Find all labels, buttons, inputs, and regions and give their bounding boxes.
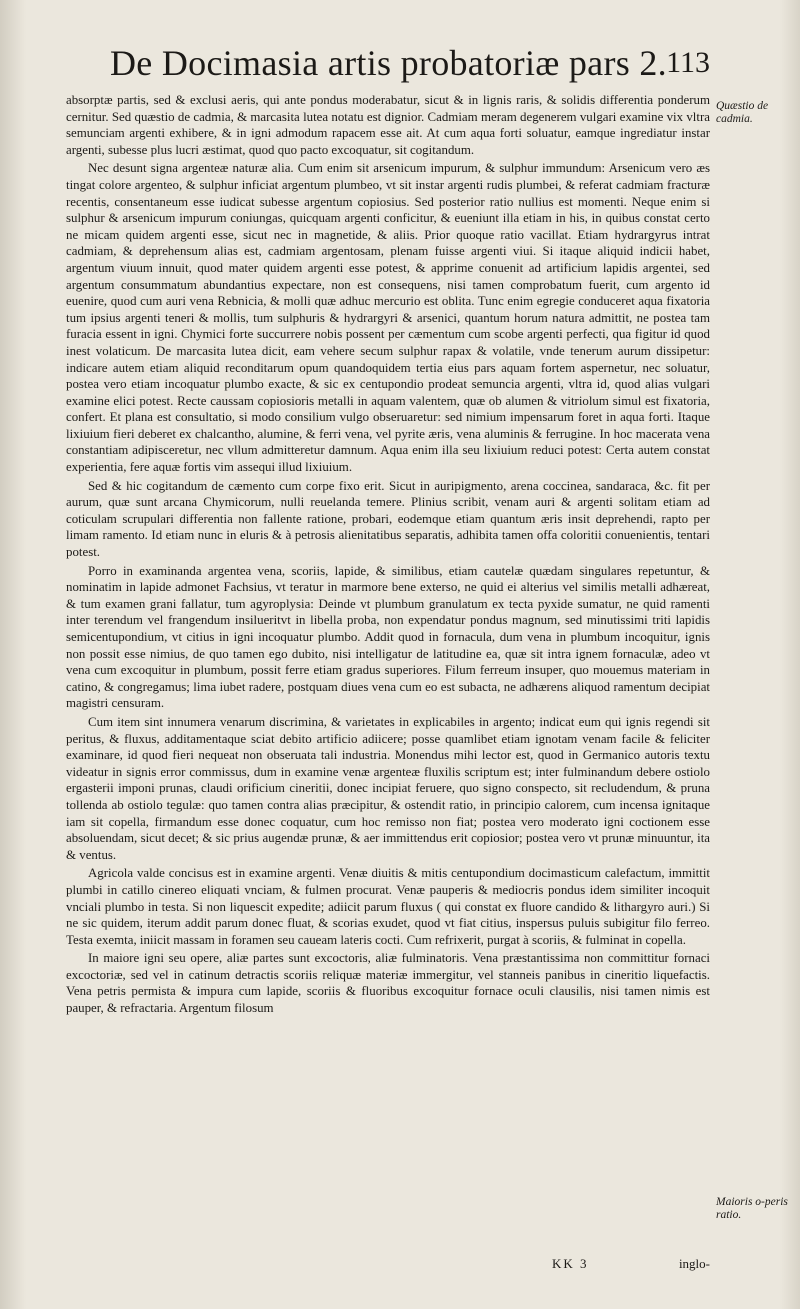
running-title: De Docimasia artis probatoriæ pars 2. xyxy=(110,43,667,83)
paragraph-examinanda-vena: Porro in examinanda argentea vena, scoriis, lapide, & similibus, etiam cautelæ quædam singulares repetuntur, & nominatim in lapide admonet Fachsius, vt teratur in marmore bene exterso, ne quid ei alterius vel similis metalli adhæreat, & tum examen grani fallatur, tum agyroplysia: Deinde vt plumbum granulatum ex tecta pyxide sumatur, ne quid ramenti inter terendum vel frangendum insilueritvt in libella proba, non expendatur pondus magnum, sed minutissimi triti lapidis semicentupondium, vt citius in igni incoquatur plumbo. Addit quod in fornacula, dum vena in plumbum incoquitur, ignis non possit esse nimius, de quo tamen ego dubito, nisi intelligatur de latitudine ea, quæ sit intra ignem fornaculæ, adeo vt vena cum excoquitur in plumbum, possit ferre etiam gradus superiores. Filum ferreum insuper, quo mouemus materiam in catino, & congregamus; lima iubet radere, postquam diues vena cum eo est subacta, ne adhærens aliquod ramentum decipiat magistri censuram. xyxy=(66,563,710,711)
page-number: 113 xyxy=(666,46,710,79)
paragraph-maiore-igni: In maiore igni seu opere, aliæ partes sunt excoctoris, aliæ fulminatoris. Vena præstantissima non committitur fornaci excoctoriæ, sed vel in catinum detractis scoriis reliquæ materiæ immergitur, vel stanneis panibus in cineritio liquefactis. Vena petris permista & impura cum lapide, scoriis & fluoribus excoquitur fornace oculi clausilis, nisi tamen nimis est pauper, & refractaria. Argentum filosum xyxy=(66,951,710,1016)
page-header xyxy=(110,42,710,92)
catchword: inglo- xyxy=(678,1256,710,1271)
paragraph-signa-argenteae: Nec desunt signa argenteæ naturæ alia. Cum enim sit arsenicum impurum, & sulphur immundum: Arsenicum vero æs tingat colore argenteo, & sulphur inficiat argentum plumbeo, vt sit instar argenti rudis plumbei, & referat cadmiam fracturæ recentis, consentaneum esse iudicat subesse argentum copiosius. Sed posterior ratio nullius est momenti. Neque enim si sulphur & arsenicum impurum coniungas, quicquam argenti conficitur, & eueniunt illa etiam in his, in quibus constat certo ne micam quidem argenti esse, sicut nec in magnetide, & aliis. Prior quoque ratio vacillat. Etiam hydrargyrus intrat cadmiam, & deprehensum alias est, cadmiam argentosam, plenam fuisse argenti viui. Si itaque aliquid indicii habet, argentum viuum innuit, quod mater quidem argenti esse potest, & apprime conuenit ad artificium lapidis argentei, sed argentum consummatum abundantius expectare, non est consequens, nisi tamen comprobatum fuerit, cum argento id euenire, quod cum auri vena Rebnicia, & molli quæ adhuc mercurio est oblita. Tunc enim egregie conduceret aqua fixatoria tum ipsius argenti teneri & mollis, tum sulphuris & hydrargyri & arsenici, quantum horum natura admittit, ne postea tam furacia essent in igni. Chymici forte succurrere nobis possent per cæmentum cum scobe argenti perfecti, qua figitur id quod inest volaticum. De marcasita lutea dicit, eam vehere secum sulphur rapax & volatile, vnde tenerum aurum dissipetur: indicare autem etiam aliquid reconditarum opum quandoquidem tertia eius pars aquam fortem aspernetur, nec soluatur, postea vero etiam incoquatur plumbo exacte, & sic ex centupondio prodeat semuncia argenti, vltra id, quod alias vulgari examine elici potest. Recte caussam copiosioris metalli in aquam valentem, quæ ob alumen & vitriolum simul est fixatoria, confert. Et plana est consultatio, si modo consilium vulgo obseruaretur: sed nimium impensarum foret in aqua forti. Itaque lixiuium fieri deberet ex chalcantho, alumine, & ferri vena, vel pyrite æris, vena aluminis & ferrugine. In hoc macerata vena constantiam adipisceretur, nec vllum admitteretur damnum. Aqua enim illa seu lixiuium reduci potest: Certa autem constat experientia, fere aquæ fortis vim assequi illud lixiuium. xyxy=(66,161,710,475)
paragraph-continuation: absorptæ partis, sed & exclusi aeris, qui ante pondus moderabatur, sicut & in lignis raris, & solidis differentia ponderum cernitur. Sed quæstio de cadmia, & marcasita lutea notatu est dignior. Cadmiam meram degenerem vulgari examine vix vltra semunciam argenti exhibere, & in igni admodum rapacem esse ait. At cum aqua forti soluatur, eamque ingrediatur instar argenti, subesse plus lucri æstimat, quod quo pacto excoquatur, sit cogitandum. xyxy=(66,93,710,157)
signature-mark: KK 3 xyxy=(552,1256,589,1271)
paragraph-caemento: Sed & hic cogitandum de cæmento cum corpe fixo erit. Sicut in auripigmento, arena coccinea, sandaraca, &c. fit per aurum, quæ sunt arcana Chymicorum, nulli reuelanda temere. Plinius scribit, venam auri & argenti solitam etiam ad coticulam scrupulari differentia non fallente ratione, probari, eodemque etiam quantum æris insit deprehendi, rapto per limam ramento. Id etiam nunc in eluris & à petrosis alienitatibus separatis, adhibita tamen offa coloritii conuenientis, tentari potest. xyxy=(66,478,710,560)
paragraph-agricola: Agricola valde concisus est in examine argenti. Venæ diuitis & mitis centupondium docimasticum calefactum, immittit plumbi in catillo cinereo eliquati vnciam, & fulmen procurat. Venæ pauperis & mediocris pondus idem similiter incoquit vnciali plumbo in testa. Si non liquescit expedite; adiicit parum fluxus ( qui constat ex fluore candido & lithargyro auri.) Si ne sic quidem, iterum addit parum donec fluat, & scorias exudet, quod vt fiat citius, inspersus puluis subigitur filo ferreo. Testa exemta, iniicit massam in foramen seu caueam lateris cocti. Cum refrixerit, purgat à scoriis, & fulminat in copella. xyxy=(66,866,710,947)
marginal-note-cadmia: Quæstio de cadmia. xyxy=(716,100,769,125)
body-text xyxy=(66,92,710,1017)
paragraph-discrimina-venarum: Cum item sint innumera venarum discrimina, & varietates in explicabiles in argento; indicat eum qui ignis regendi sit peritus, & fluxus, additamentaque sciat debito artificio adiicere; posse quamlibet etiam ignotam venam facile & feliciter examinare, id quod fieri nequeat non obseruata tali industria. Monendus mihi lector est, quod in Germanico autoris textu videatur in signis error commissus, dum in examine venæ argenteæ fluxilis scriptum est; inter fulminandum debere ostiolo ergasterii imponi prunas, claudi orificium cineritii, donec incipiat feruere, quo signo conspecto, sit recludendum, & pruna tollenda ab ostiolo tegulæ: quo tamen contra alias præcipitur, & ostendit ratio, in principio calorem, cum incensa ignitaque iam sit copella, firmandum esse donec coquatur, cum hoc remisso non fiat; postea vero moderato igni coctionem esse absoluendam, sicut decet; & sic prius augendæ prunæ, & aer immittendus erit copiosior; postea vero vt prunæ minuuntur, ita & ventus. xyxy=(66,714,710,862)
page-footer xyxy=(540,1256,710,1276)
marginal-note-maioris-operis: Maioris o-peris ratio. xyxy=(716,1196,788,1221)
